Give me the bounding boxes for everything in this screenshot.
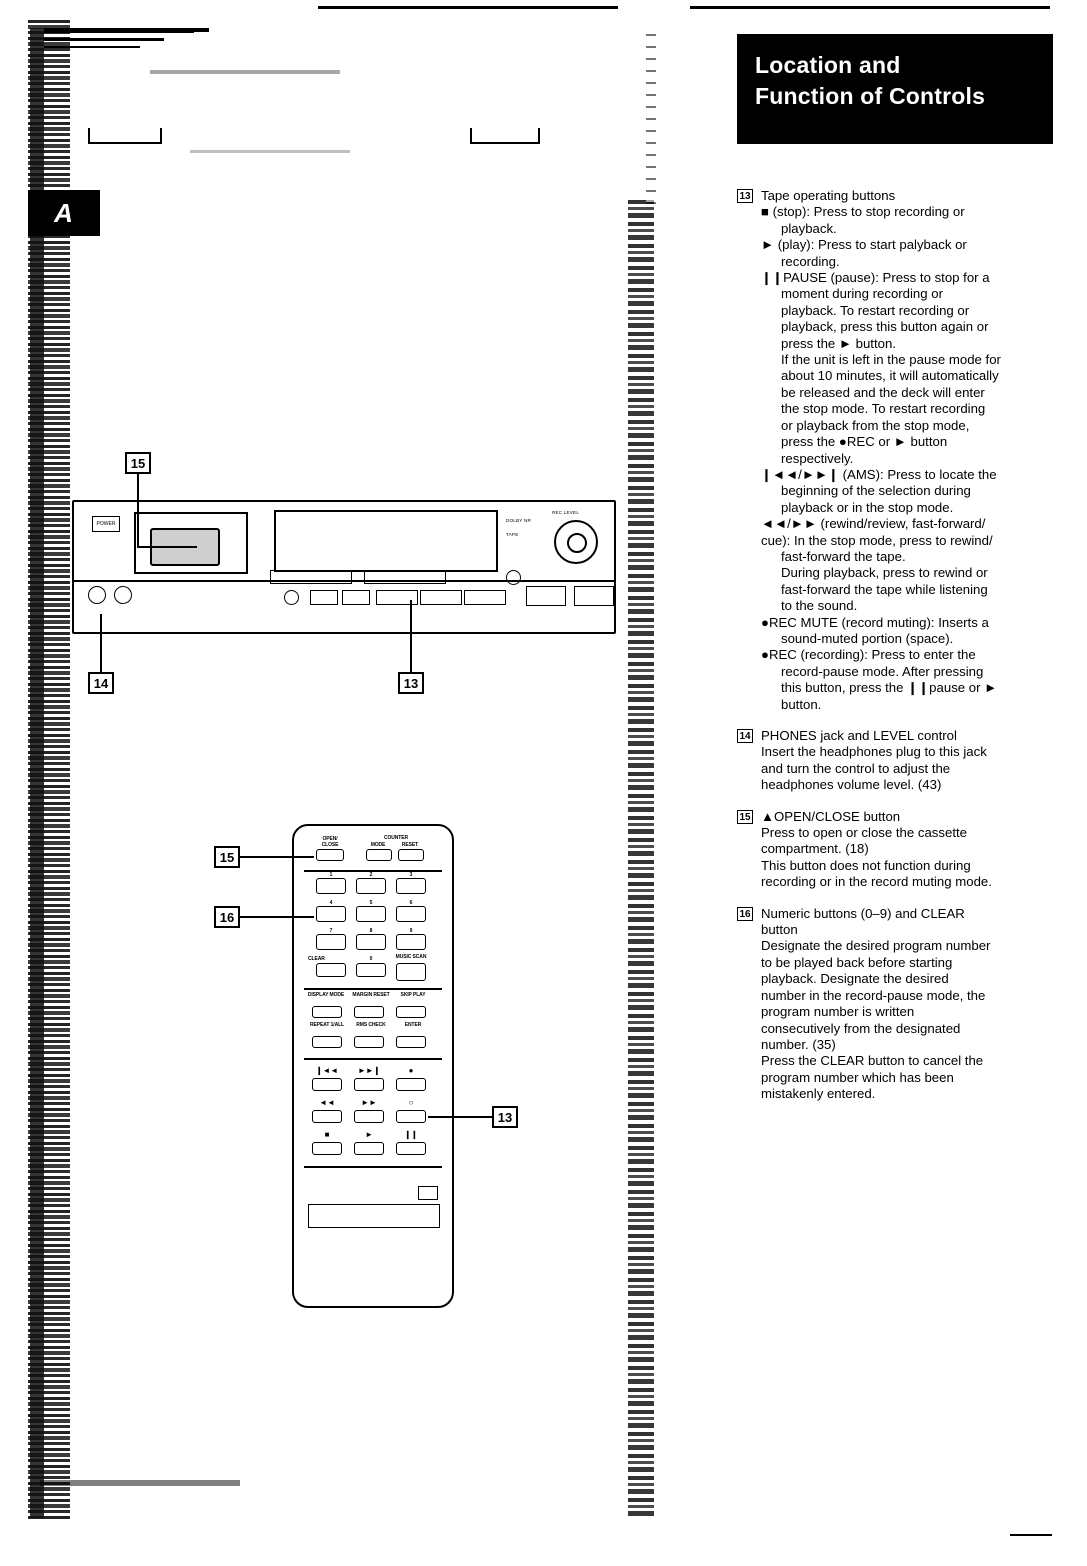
deck-transport-button-row	[284, 590, 514, 606]
control-item-line: press the ●REC or ► button	[781, 434, 948, 450]
scan-smudge-1	[150, 70, 340, 74]
control-item-line: ► (play): Press to start palyback or	[761, 237, 967, 253]
remote-play-label: ►	[365, 1130, 373, 1139]
deck-power-button: POWER	[92, 516, 120, 532]
control-item-line: program number is written	[761, 1004, 915, 1020]
control-item-13	[737, 188, 1059, 713]
remote-rms-check-button	[354, 1036, 384, 1048]
section-header-line2: Function of Controls	[755, 83, 986, 109]
remote-numeric-label: 6	[409, 900, 413, 906]
remote-rewind-button	[312, 1110, 342, 1123]
remote-small-indicator	[418, 1186, 438, 1200]
remote-ir-window	[308, 1204, 440, 1228]
control-item-body	[737, 204, 1059, 713]
remote-stop-label: ■	[324, 1130, 330, 1139]
control-item-line: recording.	[781, 253, 840, 269]
control-item-line: ●REC MUTE (record muting): Inserts a	[761, 614, 989, 630]
remote-numeric-label: 3	[409, 872, 413, 878]
control-item-line: fast-forward the tape while listening	[781, 581, 988, 597]
control-item-line: Designate the desired program number	[761, 938, 991, 954]
remote-music-scan-button	[396, 963, 426, 981]
remote-numeric-label: 9	[409, 928, 413, 934]
control-item-line: playback, press this button again or	[781, 319, 989, 335]
control-item-line: mistakenly entered.	[761, 1086, 876, 1102]
remote-rec-button	[396, 1078, 426, 1091]
control-item-title: Numeric buttons (0–9) and CLEAR	[761, 905, 965, 921]
figure-badge-a: A	[28, 190, 100, 236]
callout-13-remote-leader	[428, 1116, 494, 1118]
deck-level-control	[114, 586, 132, 604]
control-item-line: recording or in the record muting mode.	[761, 874, 992, 890]
remote-skip-play-button	[396, 1006, 426, 1018]
remote-numeric-button	[396, 878, 426, 894]
deck-open-close-button	[526, 586, 566, 606]
remote-label-counter: COUNTER	[383, 835, 409, 841]
remote-numeric-button	[356, 878, 386, 894]
remote-divider-2	[304, 988, 442, 990]
remote-display-mode-label: DISPLAY MODE	[307, 992, 345, 998]
control-item-number: 14	[737, 729, 753, 743]
control-item-15	[737, 809, 1059, 891]
remote-music-scan-label: MUSIC SCAN	[395, 954, 427, 960]
remote-numeric-label: 7	[329, 928, 333, 934]
scan-artifact-dotted-column	[646, 34, 656, 204]
deck-eject-button	[574, 586, 614, 606]
control-item-number: 13	[737, 189, 753, 203]
remote-pause-button	[396, 1142, 426, 1155]
remote-clear-button	[316, 963, 346, 977]
remote-clear-label: CLEAR	[308, 956, 325, 962]
deck-button-rec	[284, 590, 299, 605]
control-item-line: cue): In the stop mode, press to rewind/	[761, 532, 993, 548]
control-item-line: about 10 minutes, it will automatically	[781, 368, 999, 384]
deck-label-strip-left	[270, 570, 352, 584]
remote-label-open: OPEN/	[322, 836, 338, 842]
remote-numeric-button	[316, 906, 346, 922]
callout-14: 14	[88, 672, 114, 694]
control-item-line: fast-forward the tape.	[781, 548, 906, 564]
remote-numeric-button	[356, 906, 386, 922]
remote-numeric-button	[316, 934, 346, 950]
section-header	[737, 34, 1053, 144]
control-item-line: sound-muted portion (space).	[781, 630, 954, 646]
deck-label-reclevel: REC LEVEL	[552, 510, 580, 515]
callout-13-deck-leader	[410, 600, 412, 674]
control-item-line: to the sound.	[781, 598, 858, 614]
deck-foot-left	[88, 128, 162, 144]
deck-button-play	[310, 590, 338, 605]
control-item-line: compartment. (18)	[761, 841, 869, 857]
deck-button-ams	[464, 590, 506, 605]
callout-15-deck-leader	[137, 474, 139, 548]
remote-skip-play-label: SKIP PLAY	[400, 992, 426, 998]
callout-16-leader	[240, 916, 314, 918]
control-item-line: Insert the headphones plug to this jack	[761, 744, 987, 760]
deck-display-panel	[274, 510, 498, 572]
deck-button-forward	[420, 590, 462, 605]
deck-button-stop	[342, 590, 370, 605]
deck-cassette-compartment	[134, 512, 248, 574]
callout-13-remote: 13	[492, 1106, 518, 1128]
remote-display-mode-button	[312, 1006, 342, 1018]
control-item-title: PHONES jack and LEVEL control	[761, 728, 957, 743]
remote-label-reset: RESET	[401, 842, 419, 848]
control-item-line: playback.	[781, 220, 837, 236]
callout-13-deck: 13	[398, 672, 424, 694]
scan-smudge-3	[40, 1480, 240, 1486]
control-item-line: button	[761, 922, 798, 938]
control-item-line: If the unit is left in the pause mode for	[781, 352, 1001, 368]
remote-forward-label: ►►	[361, 1098, 377, 1107]
remote-counter-reset-button	[398, 849, 424, 861]
remote-forward-button	[354, 1110, 384, 1123]
control-item-line: ❙❙PAUSE (pause): Press to stop for a	[761, 270, 990, 286]
page-bottom-rule	[1010, 1534, 1052, 1536]
controls-description-column	[737, 188, 1059, 1118]
remote-numeric-label: 5	[369, 900, 373, 906]
control-item-line: consecutively from the designated	[761, 1020, 961, 1036]
control-item-line: press the ► button.	[781, 335, 896, 351]
control-item-line: ●REC (recording): Press to enter the	[761, 647, 976, 663]
control-item-line: and turn the control to adjust the	[761, 760, 951, 776]
callout-15-deck-leader-h	[137, 546, 197, 548]
control-item-line: This button does not function during	[761, 857, 971, 873]
deck-label-dolby: DOLBY NR	[506, 518, 532, 523]
remote-ams-back-button	[312, 1078, 342, 1091]
control-item-line: respectively.	[781, 450, 854, 466]
control-item-title: ▲OPEN/CLOSE button	[761, 808, 901, 824]
remote-open-close-button	[316, 849, 344, 861]
control-item-line: be released and the deck will enter	[781, 384, 985, 400]
remote-rec-label: ●	[408, 1066, 414, 1075]
remote-repeat-button	[312, 1036, 342, 1048]
control-item-line: or playback from the stop mode,	[781, 417, 970, 433]
control-item-line: beginning of the selection during	[781, 483, 971, 499]
remote-margin-reset-button	[354, 1006, 384, 1018]
control-item-number: 15	[737, 810, 753, 824]
remote-numeric-label: 8	[369, 928, 373, 934]
callout-15-remote: 15	[214, 846, 240, 868]
control-item-line: headphones volume level. (43)	[761, 777, 942, 793]
remote-counter-mode-button	[366, 849, 392, 861]
remote-ams-fwd-label: ►►❙	[357, 1066, 381, 1075]
remote-stop-button	[312, 1142, 342, 1155]
remote-rms-check-label: RMS CHECK	[356, 1022, 386, 1028]
remote-ams-back-label: ❙◄◄	[315, 1066, 339, 1075]
control-item-line: playback. Designate the desired	[761, 971, 949, 987]
control-item-line: During playback, press to rewind or	[781, 565, 988, 581]
control-item-line: ◄◄/►► (rewind/review, fast-forward/	[761, 516, 986, 532]
control-item-line: playback or in the stop mode.	[781, 499, 954, 515]
control-item-line: record-pause mode. After pressing	[781, 663, 984, 679]
control-item-title: Tape operating buttons	[761, 188, 896, 203]
deck-foot-right	[470, 128, 540, 144]
masthead-smudge-lines	[44, 30, 204, 74]
control-item-line: program number which has been	[761, 1069, 954, 1085]
control-item-line: number. (35)	[761, 1036, 836, 1052]
callout-15-remote-leader	[240, 856, 314, 858]
control-item-14	[737, 728, 1059, 794]
remote-zero-label: 0	[369, 956, 373, 962]
page-top-rule-right	[690, 6, 1050, 9]
control-item-line: number in the record-pause mode, the	[761, 987, 986, 1003]
callout-15-deck: 15	[125, 452, 151, 474]
remote-numeric-button	[356, 934, 386, 950]
control-item-line: playback. To restart recording or	[781, 302, 970, 318]
callout-14-leader	[100, 614, 102, 674]
control-item-body	[737, 825, 1059, 891]
deck-phones-jack	[88, 586, 106, 604]
page-top-rule-left	[318, 6, 618, 9]
remote-label-close: CLOSE	[321, 842, 339, 848]
deck-label-tape: TAPE	[506, 532, 519, 537]
remote-margin-reset-label: MARGIN RESET	[352, 992, 390, 998]
section-header-line1: Location and	[755, 52, 901, 78]
remote-numeric-label: 2	[369, 872, 373, 878]
remote-pause-label: ❙❙	[404, 1130, 418, 1139]
cassette-deck-illustration	[72, 500, 616, 634]
callout-16: 16	[214, 906, 240, 928]
scan-artifact-center-strip	[628, 200, 654, 1520]
remote-repeat-label: REPEAT 1/ALL	[310, 1022, 344, 1028]
remote-numeric-button	[316, 878, 346, 894]
remote-enter-label: ENTER	[404, 1022, 422, 1028]
remote-zero-button	[356, 963, 386, 977]
control-item-line: moment during recording or	[781, 286, 943, 302]
control-item-16	[737, 906, 1059, 1103]
remote-divider-3	[304, 1058, 442, 1060]
remote-divider-4	[304, 1166, 442, 1168]
deck-rec-level-knob	[554, 520, 598, 564]
control-item-body	[737, 744, 1059, 793]
remote-numeric-button	[396, 934, 426, 950]
control-item-line: the stop mode. To restart recording	[781, 401, 986, 417]
deck-indicator-circle	[506, 570, 521, 585]
control-item-body	[737, 922, 1059, 1102]
control-item-line: this button, press the ❙❙pause or ►	[781, 680, 998, 696]
remote-rec-mute-button	[396, 1110, 426, 1123]
deck-label-strip-right	[364, 570, 446, 584]
control-item-number: 16	[737, 907, 753, 921]
remote-enter-button	[396, 1036, 426, 1048]
remote-ams-fwd-button	[354, 1078, 384, 1091]
remote-numeric-label: 4	[329, 900, 333, 906]
remote-control-illustration	[292, 824, 454, 1308]
scan-smudge-2	[190, 150, 350, 153]
remote-rewind-label: ◄◄	[319, 1098, 335, 1107]
control-item-line: Press to open or close the cassette	[761, 825, 967, 841]
control-item-line: ❙◄◄/►►❙ (AMS): Press to locate the	[761, 466, 997, 482]
remote-rec-mute-label: ○	[408, 1098, 414, 1107]
remote-numeric-label: 1	[329, 872, 333, 878]
control-item-line: to be played back before starting	[761, 954, 953, 970]
remote-numeric-button	[396, 906, 426, 922]
scan-artifact-left-bar	[30, 28, 44, 1518]
control-item-line: Press the CLEAR button to cancel the	[761, 1053, 984, 1069]
remote-label-mode: MODE	[370, 842, 386, 848]
remote-play-button	[354, 1142, 384, 1155]
control-item-line: button.	[781, 696, 822, 712]
control-item-line: ■ (stop): Press to stop recording or	[761, 204, 965, 220]
